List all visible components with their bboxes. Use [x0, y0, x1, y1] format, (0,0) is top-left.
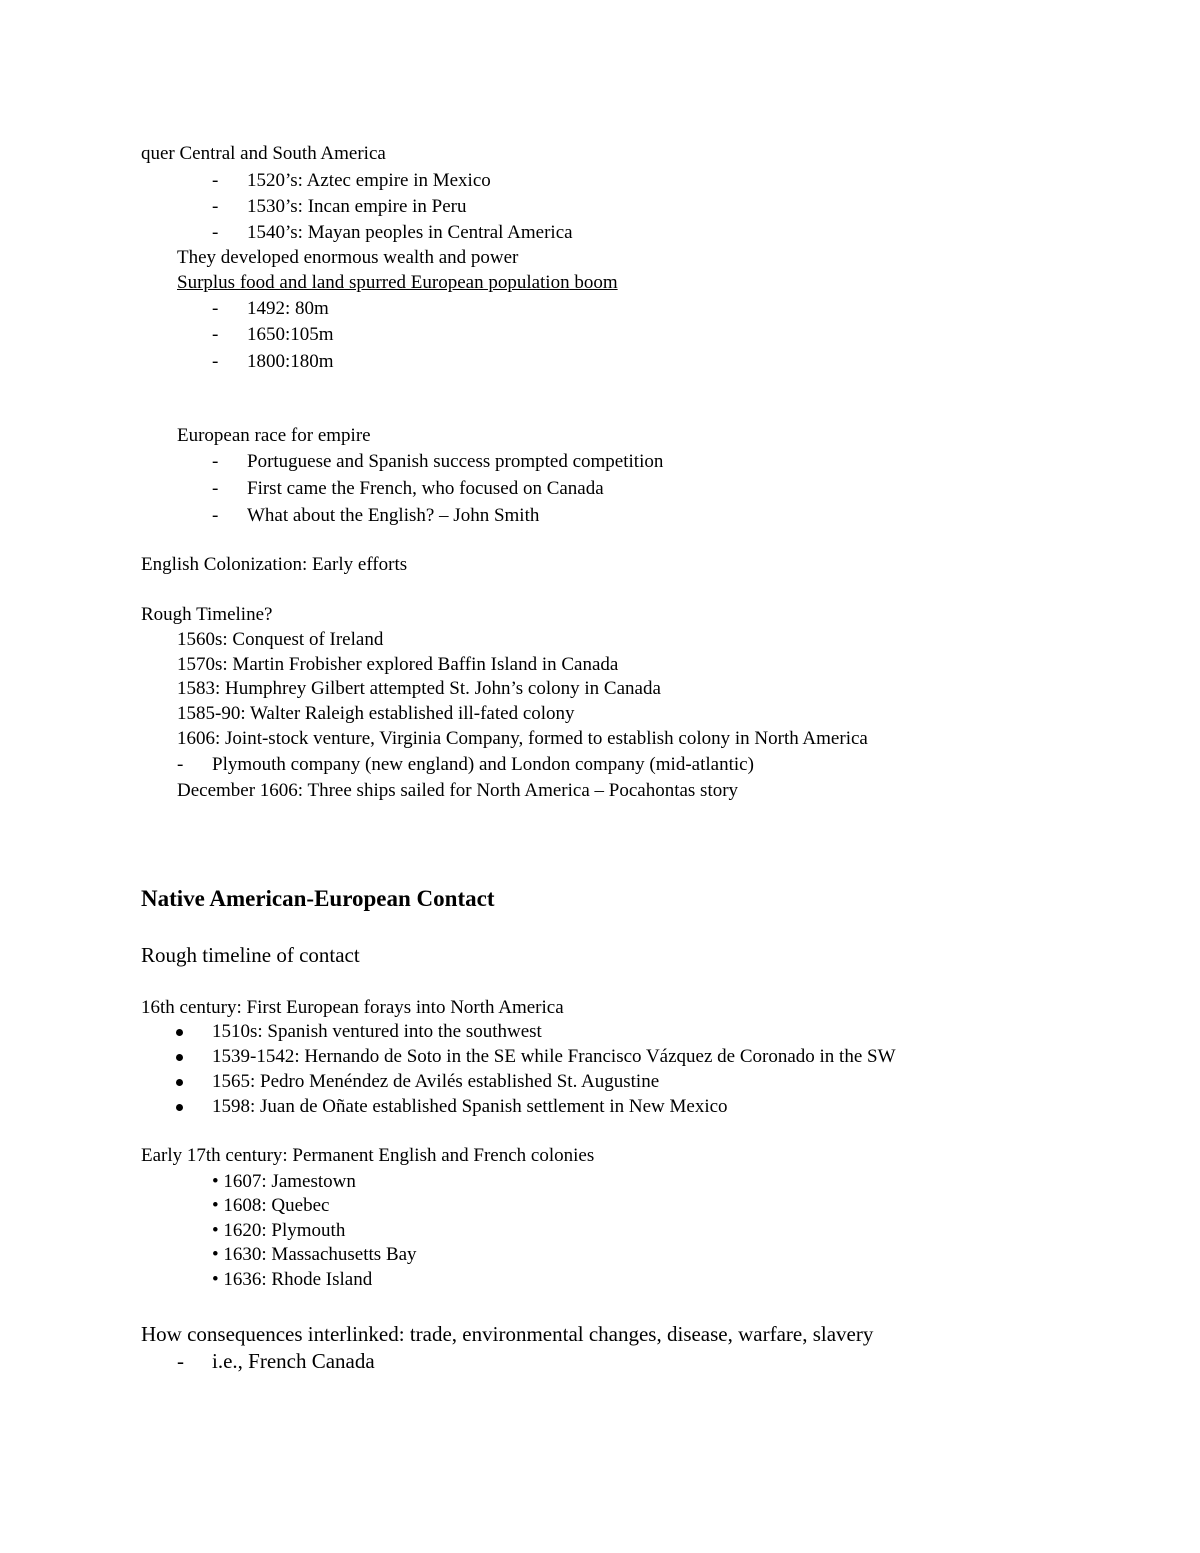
bullet-icon — [176, 1054, 183, 1061]
list-item: • 1620: Plymouth — [212, 1220, 346, 1241]
bullet-icon — [176, 1029, 183, 1036]
companies-line: Plymouth company (new england) and London company (mid-atlantic) — [212, 754, 754, 775]
timeline-item: 1583: Humphrey Gilbert attempted St. John’s colony in Canada — [177, 678, 661, 699]
bullet-icon — [176, 1079, 183, 1086]
section-subtitle: Rough timeline of contact — [141, 943, 360, 967]
century17-heading: Early 17th century: Permanent English and French colonies — [141, 1145, 595, 1166]
dash-marker: - — [212, 222, 219, 243]
timeline-item: 1570s: Martin Frobisher explored Baffin Island in Canada — [177, 654, 619, 675]
dash-marker: - — [212, 505, 219, 526]
list-item: 1800:180m — [247, 351, 334, 372]
list-item: • 1608: Quebec — [212, 1195, 330, 1216]
list-item: What about the English? – John Smith — [247, 505, 540, 526]
timeline-item: 1606: Joint-stock venture, Virginia Company, formed to establish colony in North America — [177, 728, 868, 749]
timeline-item: 1585-90: Walter Raleigh established ill-fated colony — [177, 703, 575, 724]
section-title: Native American-European Contact — [141, 886, 495, 911]
dash-marker: - — [212, 324, 219, 345]
list-item: 1492: 80m — [247, 298, 329, 319]
list-item: Portuguese and Spanish success prompted competition — [247, 451, 664, 472]
dash-marker: - — [212, 478, 219, 499]
dash-marker: - — [212, 170, 219, 191]
list-item: 1565: Pedro Menéndez de Avilés established St. Augustine — [212, 1071, 660, 1092]
list-item: 1598: Juan de Oñate established Spanish settlement in New Mexico — [212, 1096, 728, 1117]
consequences-line: How consequences interlinked: trade, environmental changes, disease, warfare, slavery — [141, 1322, 874, 1346]
example-line: i.e., French Canada — [212, 1349, 375, 1373]
list-item: 1530’s: Incan empire in Peru — [247, 196, 467, 217]
dash-marker: - — [177, 754, 184, 775]
dash-marker: - — [212, 351, 219, 372]
list-item: • 1636: Rhode Island — [212, 1269, 373, 1290]
timeline-heading: Rough Timeline? — [141, 604, 273, 625]
list-item: 1540’s: Mayan peoples in Central America — [247, 222, 573, 243]
list-item: 1520’s: Aztec empire in Mexico — [247, 170, 491, 191]
list-item: First came the French, who focused on Canada — [247, 478, 604, 499]
english-heading: English Colonization: Early efforts — [141, 554, 408, 575]
december-line: December 1606: Three ships sailed for North America – Pocahontas story — [177, 780, 739, 801]
list-item: 1539-1542: Hernando de Soto in the SE while Francisco Vázquez de Coronado in the SW — [212, 1046, 896, 1067]
bullet-icon — [176, 1104, 183, 1111]
list-item: 1650:105m — [247, 324, 334, 345]
continued-line: quer Central and South America — [141, 143, 386, 164]
dash-marker: - — [177, 1349, 184, 1373]
list-item: • 1607: Jamestown — [212, 1171, 356, 1192]
dash-marker: - — [212, 196, 219, 217]
dash-marker: - — [212, 451, 219, 472]
list-item: 1510s: Spanish ventured into the southwest — [212, 1021, 542, 1042]
surplus-heading: Surplus food and land spurred European population boom — [177, 272, 618, 293]
timeline-item: 1560s: Conquest of Ireland — [177, 629, 384, 650]
century16-heading: 16th century: First European forays into North America — [141, 997, 564, 1018]
list-item: • 1630: Massachusetts Bay — [212, 1244, 417, 1265]
wealth-line: They developed enormous wealth and power — [177, 247, 519, 268]
dash-marker: - — [212, 298, 219, 319]
race-heading: European race for empire — [177, 425, 371, 446]
